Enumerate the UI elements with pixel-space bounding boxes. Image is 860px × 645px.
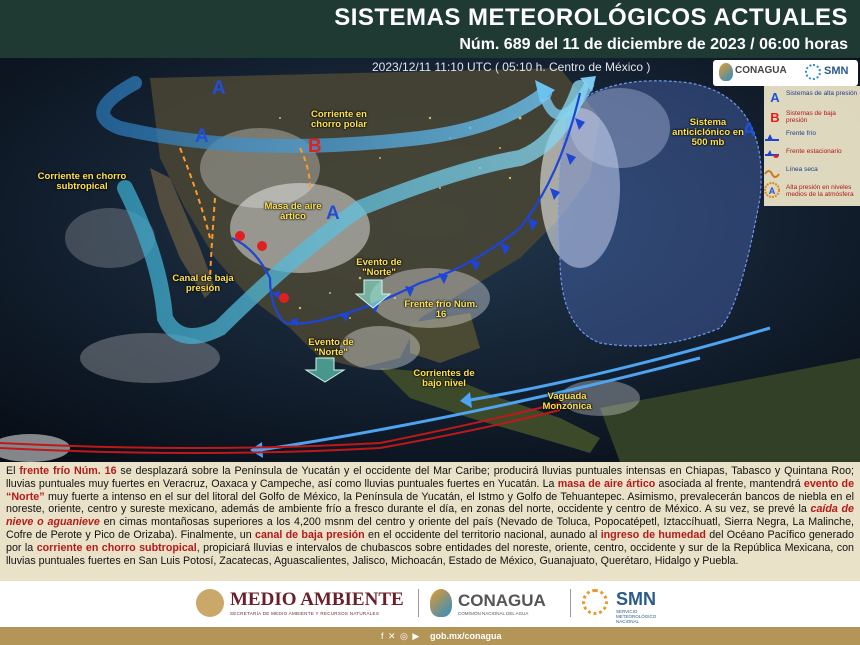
smn-logo: SMN: [805, 62, 855, 84]
label-anticyclone: Sistema anticiclónico en 500 mb: [672, 117, 744, 148]
page-title: SISTEMAS METEOROLÓGICOS ACTUALES: [334, 4, 848, 31]
label-low-pressure-trough: Canal de baja presión: [172, 273, 234, 294]
forecast-paragraph: El frente frío Núm. 16 se desplazará sobre la Península de Yucatán y el occidente del Mar Caribe; producirá lluvias puntuales intensas en Chiapas, Tabasco y Quintana Roo; lluvias puntuales muy fuertes en Veracruz, Oaxaca y Campeche, así como lluvias puntuales fuertes en Yucatán. La masa de aire ártico asociada al frente, mantendrá evento de “Norte” muy fuerte a intenso en el sur del litoral del Golfo de México, la Península de Yucatán, el Istmo y Golfo de Tehuantepec. Asimismo, prevalecerán bancos de niebla en el noreste, oriente, centro y sureste mexicano, además de ambiente frío a fresco durante el día, en zonas del norte, occidente y centro de México. A su vez, se prevé la caída de nieve o aguanieve en cimas montañosas superiores a los 4,200 msnm del centro y oriente del país (Nevado de Toluca, Popocatépetl, Iztaccíhuatl, Sierra Negra, La Malinche, Cofre de Perote y Pico de Orizaba). Finalmente, un canal de baja presión en el occidente del territorio nacional, aunado al ingreso de humedad del Océano Pacífico generado por la corriente en chorro subtropical, propiciará lluvias e intervalos de chubascos sobre entidades del noreste, oriente, centro, occidente y sur de la República Mexicana, con lluvias puntuales fuertes en San Luis Potosí, Zacatecas, Aguascalientes, Jalisco, Michoacán, Estado de México, Guanajuato, Querétaro, Hidalgo y Puebla.: [6, 465, 855, 567]
label-arctic-air-mass: Masa de aire ártico: [264, 201, 322, 222]
medio-ambiente-logo: MEDIO AMBIENTE SECRETARÍA DE MEDIO AMBIENTE Y RECURSOS NATURALES: [196, 587, 408, 621]
conagua-partner-logo: CONAGUA COMISIÓN NACIONAL DEL AGUA: [430, 587, 560, 621]
government-seal-icon: [196, 589, 224, 617]
highlight-low-pressure-trough: canal de baja presión: [255, 528, 365, 541]
smn-swirl-icon: [582, 589, 608, 615]
bulletin-subtitle: Núm. 689 del 11 de diciembre de 2023 / 06:00 horas: [459, 36, 848, 53]
highlight-subtropical-jet: corriente en chorro subtropical: [36, 541, 197, 554]
partner-logos: [0, 581, 860, 627]
highlight-humidity: ingreso de humedad: [600, 528, 706, 541]
highlight-snow: caída de nieve o aguanieve: [6, 503, 854, 529]
satellite-timestamp: 2023/12/11 11:10 UTC ( 05:10 h. Centro de México ): [372, 60, 651, 74]
smn-partner-logo: SMN SERVICIO METEOROLÓGICO NACIONAL: [582, 587, 672, 621]
label-norte-event-2: Evento de "Norte": [308, 337, 354, 358]
label-low-level-currents: Corrientes de bajo nivel: [413, 368, 475, 389]
divider: [418, 589, 419, 617]
social-media-icons[interactable]: f ✕ ◎ ▶: [381, 631, 421, 641]
highlight-arctic-air: masa de aire ártico: [557, 477, 656, 490]
divider: [570, 589, 571, 617]
highlight-norte-event: evento de “Norte”: [6, 477, 855, 503]
website-link[interactable]: gob.mx/conagua: [430, 631, 502, 641]
front-stationary-icon: [764, 146, 780, 162]
high-pressure-letter: A: [212, 78, 226, 99]
low-pressure-letter: B: [308, 136, 322, 157]
high-pressure-letter: A: [195, 126, 209, 147]
smn-swirl-icon: [805, 64, 821, 80]
legend-cold-front: Frente frío: [764, 128, 860, 150]
high-mid-level-icon: [764, 182, 780, 198]
legend-low-pressure: B Sistemas de baja presión: [770, 110, 836, 125]
svg-text:A: A: [768, 186, 776, 196]
label-cold-front-16: Frente frío Núm. 16: [404, 299, 478, 320]
label-norte-event-1: Evento de "Norte": [356, 257, 402, 278]
dry-line-icon: [764, 164, 780, 180]
legend-dry-line: Línea seca: [764, 164, 860, 186]
legend-mid-level-high: A Alta presión en niveles medios de la atmósfera: [764, 182, 860, 204]
highlight-cold-front: frente frío Núm. 16: [19, 465, 117, 477]
high-pressure-letter: A: [742, 120, 756, 141]
satellite-map: [0, 58, 860, 462]
front-cold-icon: [764, 128, 780, 144]
map-legend: [764, 86, 860, 206]
high-pressure-letter: A: [326, 203, 340, 224]
header-bar: [0, 0, 860, 58]
conagua-drop-icon: [719, 63, 733, 81]
label-subtropical-jet: Corriente en chorro subtropical: [37, 171, 127, 192]
footer-bar: [0, 627, 860, 645]
legend-high-pressure: A Sistemas de alta presión: [770, 90, 858, 105]
label-polar-jet: Corriente en chorro polar: [311, 109, 367, 130]
map-logos: [713, 60, 858, 86]
forecast-description: [0, 462, 860, 581]
legend-stationary-front: Frente estacionario: [764, 146, 860, 168]
conagua-drop-icon: [430, 589, 452, 617]
label-monsoon-trough: Vaguada Monzónica: [542, 391, 592, 412]
conagua-logo: CONAGUA: [719, 62, 791, 84]
